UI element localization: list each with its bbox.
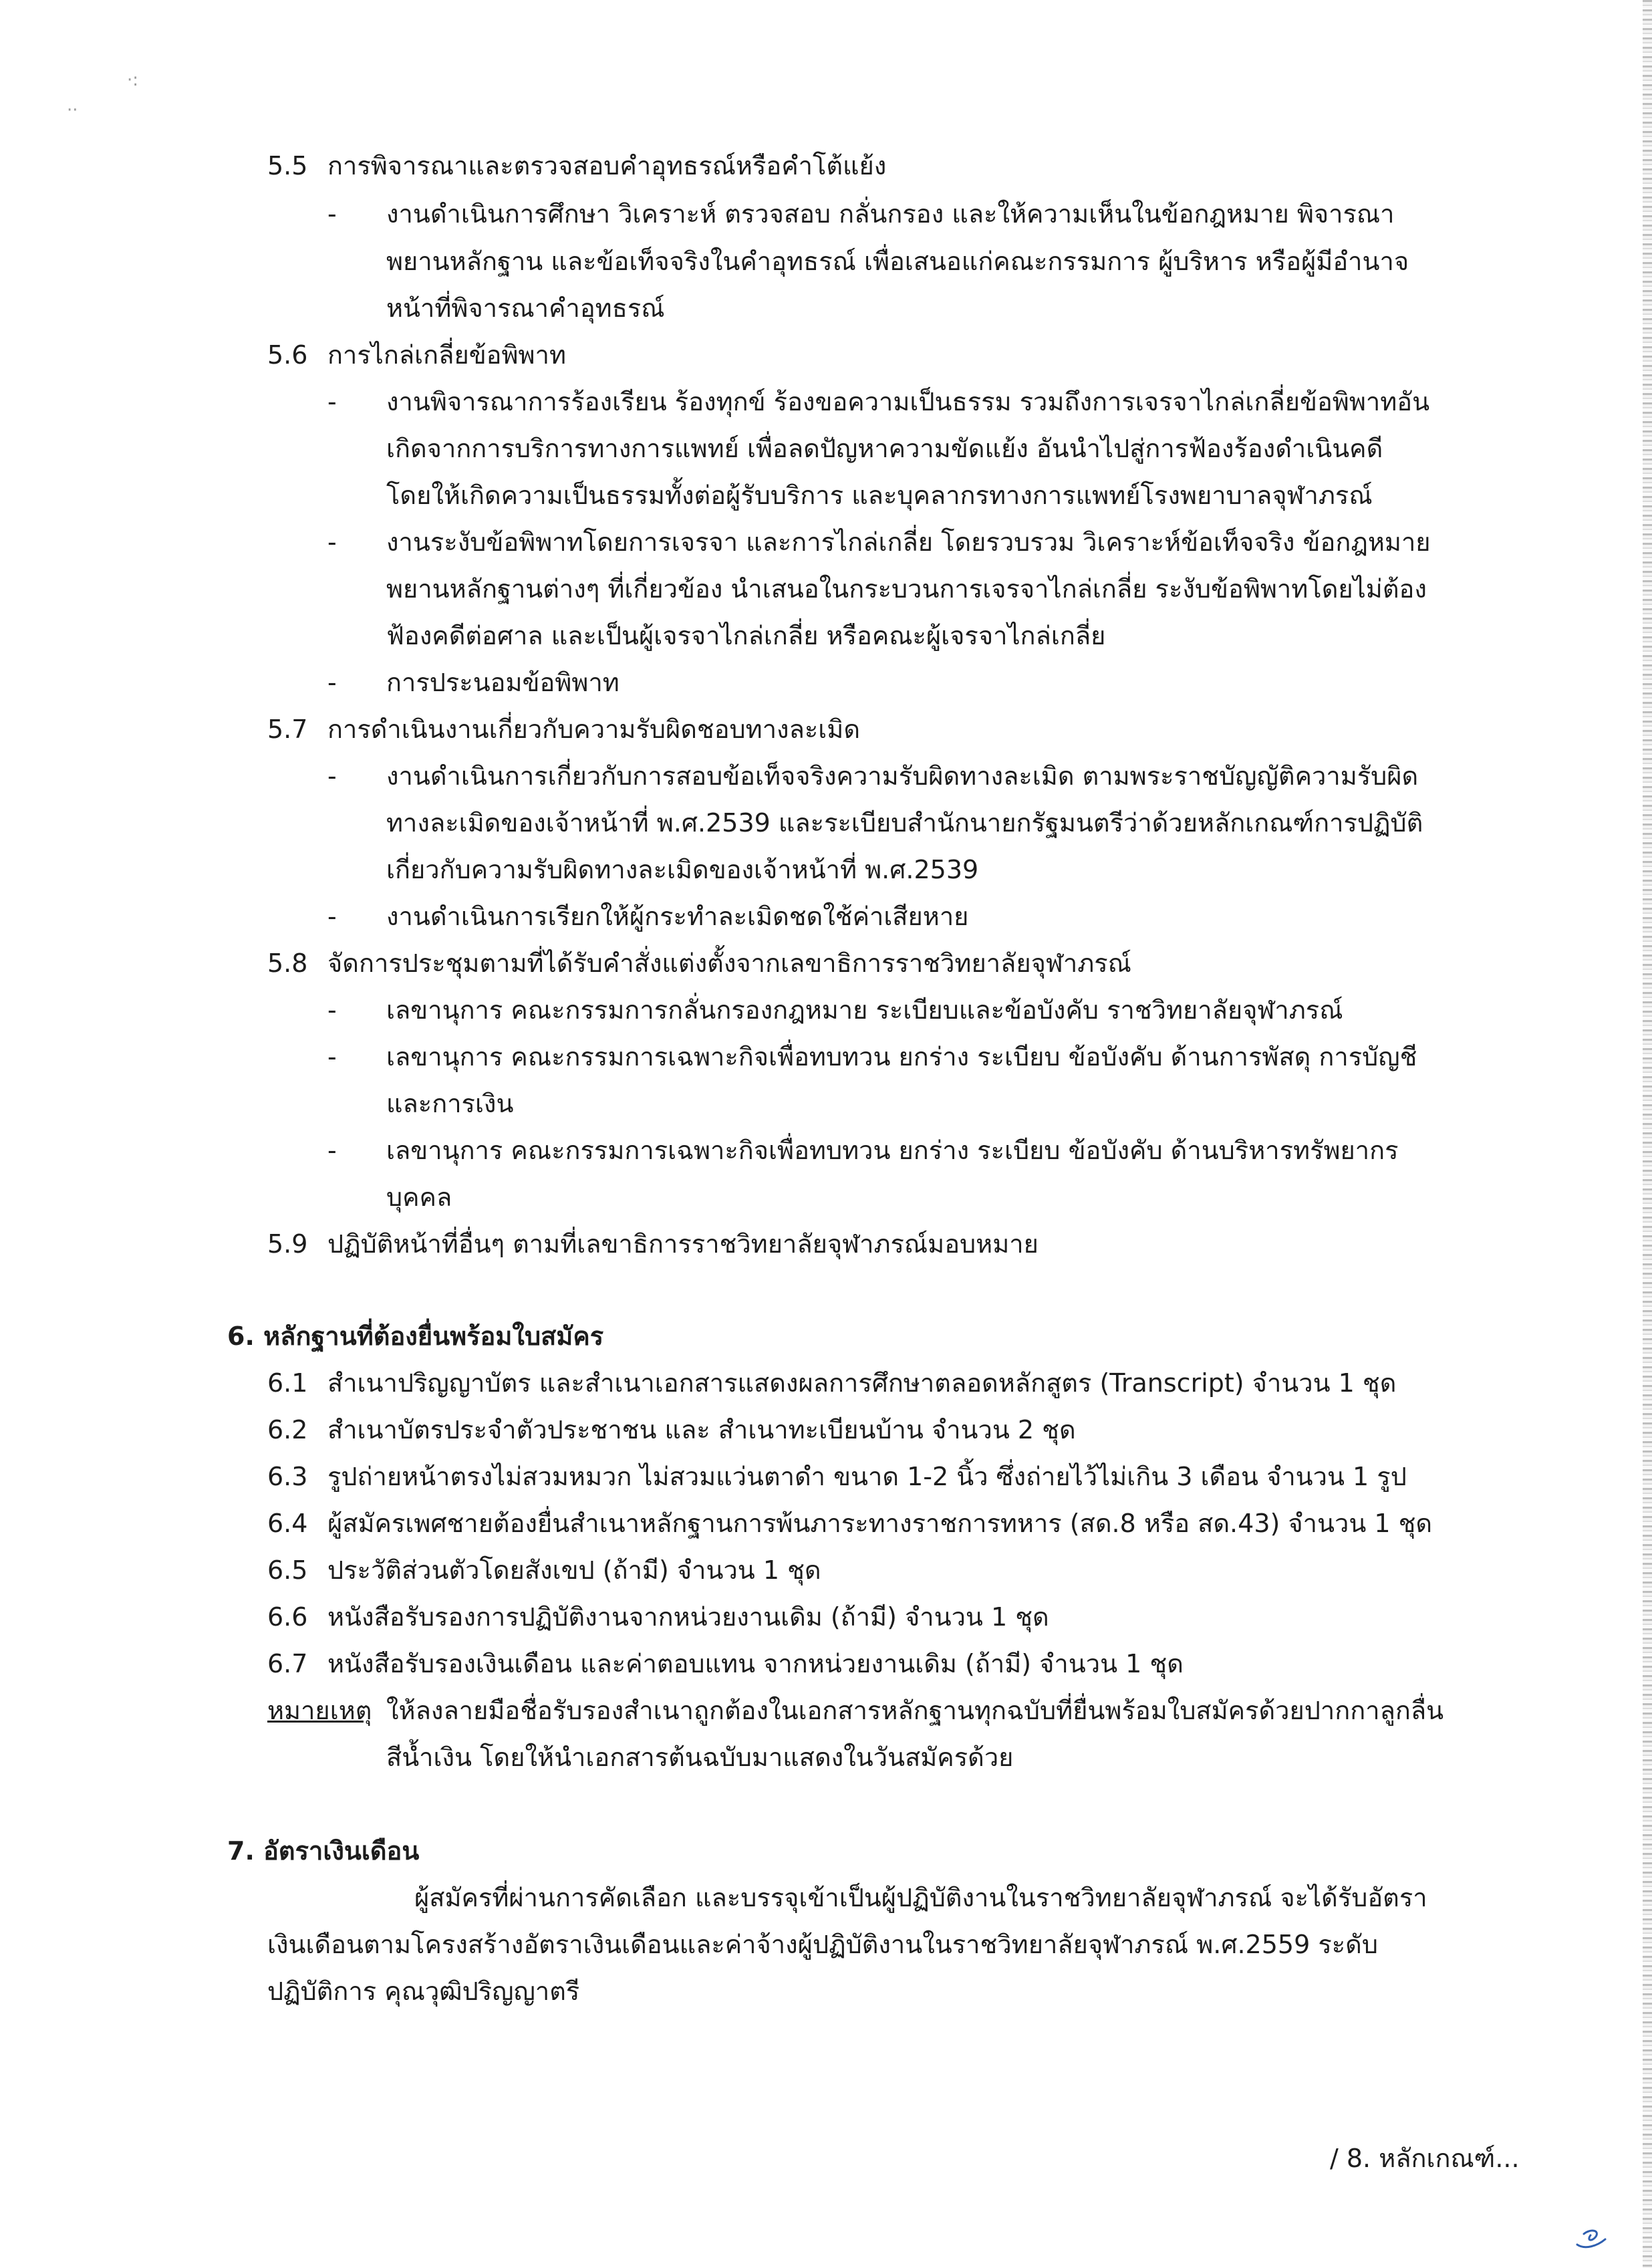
section-title: การดำเนินงานเกี่ยวกับความรับผิดชอบทางละเมิด xyxy=(327,715,861,744)
note-text: สีน้ำเงิน โดยให้นำเอกสารต้นฉบับมาแสดงในวันสมัครด้วย xyxy=(386,1743,1014,1772)
item-number: 6.6 xyxy=(267,1602,308,1632)
scan-speck: ·: xyxy=(127,70,139,90)
text-line: หน้าที่พิจารณาคำอุทธรณ์ xyxy=(386,293,665,323)
text-line: งานพิจารณาการร้องเรียน ร้องทุกข์ ร้องขอความเป็นธรรม รวมถึงการเจรจาไกล่เกลี่ยข้อพิพาทอัน xyxy=(386,387,1430,416)
paragraph-line: เงินเดือนตามโครงสร้างอัตราเงินเดือนและค่าจ้างผู้ปฏิบัติงานในราชวิทยาลัยจุฬาภรณ์ พ.ศ.2559 ระดับ xyxy=(267,1930,1378,1959)
bullet-dash: - xyxy=(327,668,337,697)
text-line: งานดำเนินการศึกษา วิเคราะห์ ตรวจสอบ กลั่นกรอง และให้ความเห็นในข้อกฎหมาย พิจารณา xyxy=(386,199,1395,229)
item-text: ประวัติส่วนตัวโดยสังเขป (ถ้ามี) จำนวน 1 ชุด xyxy=(327,1555,821,1585)
text-line: การประนอมข้อพิพาท xyxy=(386,668,620,697)
section-title: จัดการประชุมตามที่ได้รับคำสั่งแต่งตั้งจากเลขาธิการราชวิทยาลัยจุฬาภรณ์ xyxy=(327,949,1131,978)
text-line: โดยให้เกิดความเป็นธรรมทั้งต่อผู้รับบริการ และบุคลากรทางการแพทย์โรงพยาบาลจุฬาภรณ์ xyxy=(386,481,1373,510)
section-7-heading: 7. อัตราเงินเดือน xyxy=(227,1836,420,1866)
initials-signature xyxy=(1570,2219,1617,2253)
section-number: 5.8 xyxy=(267,949,308,978)
section-title: การไกล่เกลี่ยข้อพิพาท xyxy=(327,340,566,370)
scan-edge xyxy=(1643,0,1652,2268)
item-number: 6.7 xyxy=(267,1649,308,1678)
text-line: พยานหลักฐาน และข้อเท็จจริงในคำอุทธรณ์ เพื่อเสนอแก่คณะกรรมการ ผู้บริหาร หรือผู้มีอำนาจ xyxy=(386,247,1409,276)
text-line: และการเงิน xyxy=(386,1089,514,1118)
item-text: ผู้สมัครเพศชายต้องยื่นสำเนาหลักฐานการพ้นภาระทางราชการทหาร (สด.8 หรือ สด.43) จำนวน 1 ชุด xyxy=(327,1509,1433,1538)
bullet-dash: - xyxy=(327,527,337,557)
section-number: 5.9 xyxy=(267,1229,308,1259)
scan-speck: ·· xyxy=(67,100,78,120)
item-text: หนังสือรับรองเงินเดือน และค่าตอบแทน จากหน่วยงานเดิม (ถ้ามี) จำนวน 1 ชุด xyxy=(327,1649,1184,1678)
paragraph-line: ปฏิบัติการ คุณวุฒิปริญญาตรี xyxy=(267,1977,580,2006)
note-label: หมายเหตุ xyxy=(267,1696,372,1725)
text-line: เลขานุการ คณะกรรมการเฉพาะกิจเพื่อทบทวน ยกร่าง ระเบียบ ข้อบังคับ ด้านบริหารทรัพยากร xyxy=(386,1136,1399,1165)
item-text: รูปถ่ายหน้าตรงไม่สวมหมวก ไม่สวมแว่นตาดำ ขนาด 1-2 นิ้ว ซึ่งถ่ายไว้ไม่เกิน 3 เดือน จำนวน 1 รูป xyxy=(327,1462,1407,1491)
bullet-dash: - xyxy=(327,1136,337,1165)
bullet-dash: - xyxy=(327,1042,337,1072)
item-text: สำเนาบัตรประจำตัวประชาชน และ สำเนาทะเบียนบ้าน จำนวน 2 ชุด xyxy=(327,1415,1076,1444)
bullet-dash: - xyxy=(327,902,337,931)
item-number: 6.4 xyxy=(267,1509,308,1538)
continuation-marker: / 8. หลักเกณฑ์... xyxy=(1330,2144,1520,2173)
text-line: บุคคล xyxy=(386,1182,452,1212)
text-line: เลขานุการ คณะกรรมการกลั่นกรองกฎหมาย ระเบียบและข้อบังคับ ราชวิทยาลัยจุฬาภรณ์ xyxy=(386,995,1343,1025)
section-number: 5.7 xyxy=(267,715,308,744)
bullet-dash: - xyxy=(327,761,337,791)
text-line: ทางละเมิดของเจ้าหน้าที่ พ.ศ.2539 และระเบียบสำนักนายกรัฐมนตรีว่าด้วยหลักเกณฑ์การปฏิบัติ xyxy=(386,808,1423,838)
text-line: เลขานุการ คณะกรรมการเฉพาะกิจเพื่อทบทวน ยกร่าง ระเบียบ ข้อบังคับ ด้านการพัสดุ การบัญชี xyxy=(386,1042,1417,1072)
bullet-dash: - xyxy=(327,995,337,1025)
item-text: หนังสือรับรองการปฏิบัติงานจากหน่วยงานเดิม (ถ้ามี) จำนวน 1 ชุด xyxy=(327,1602,1049,1632)
section-6-heading: 6. หลักฐานที่ต้องยื่นพร้อมใบสมัคร xyxy=(227,1321,604,1351)
item-text: สำเนาปริญญาบัตร และสำเนาเอกสารแสดงผลการศึกษาตลอดหลักสูตร (Transcript) จำนวน 1 ชุด xyxy=(327,1368,1397,1398)
section-title: ปฏิบัติหน้าที่อื่นๆ ตามที่เลขาธิการราชวิทยาลัยจุฬาภรณ์มอบหมาย xyxy=(327,1229,1039,1259)
item-number: 6.3 xyxy=(267,1462,308,1491)
item-number: 6.2 xyxy=(267,1415,308,1444)
text-line: งานระงับข้อพิพาทโดยการเจรจา และการไกล่เกลี่ย โดยรวบรวม วิเคราะห์ข้อเท็จจริง ข้อกฎหมาย xyxy=(386,527,1431,557)
note-text: ให้ลงลายมือชื่อรับรองสำเนาถูกต้องในเอกสารหลักฐานทุกฉบับที่ยื่นพร้อมใบสมัครด้วยปากกาลูกลื่น xyxy=(386,1696,1444,1725)
paragraph-line: ผู้สมัครที่ผ่านการคัดเลือก และบรรจุเข้าเป็นผู้ปฏิบัติงานในราชวิทยาลัยจุฬาภรณ์ จะได้รับอัตรา xyxy=(414,1883,1427,1912)
bullet-dash: - xyxy=(327,387,337,416)
text-line: งานดำเนินการเกี่ยวกับการสอบข้อเท็จจริงความรับผิดทางละเมิด ตามพระราชบัญญัติความรับผิด xyxy=(386,761,1419,791)
item-number: 6.1 xyxy=(267,1368,308,1398)
section-number: 5.6 xyxy=(267,340,308,370)
item-number: 6.5 xyxy=(267,1555,308,1585)
text-line: พยานหลักฐานต่างๆ ที่เกี่ยวข้อง นำเสนอในกระบวนการเจรจาไกล่เกลี่ย ระงับข้อพิพาทโดยไม่ต้อง xyxy=(386,574,1427,604)
section-title: การพิจารณาและตรวจสอบคำอุทธรณ์หรือคำโต้แย้ง xyxy=(327,151,887,180)
text-line: งานดำเนินการเรียกให้ผู้กระทำละเมิดชดใช้ค่าเสียหาย xyxy=(386,902,969,931)
bullet-dash: - xyxy=(327,199,337,229)
text-line: เกิดจากการบริการทางการแพทย์ เพื่อลดปัญหาความขัดแย้ง อันนำไปสู่การฟ้องร้องดำเนินคดี xyxy=(386,434,1383,463)
section-number: 5.5 xyxy=(267,151,308,180)
text-line: เกี่ยวกับความรับผิดทางละเมิดของเจ้าหน้าที่ พ.ศ.2539 xyxy=(386,855,979,884)
text-line: ฟ้องคดีต่อศาล และเป็นผู้เจรจาไกล่เกลี่ย หรือคณะผู้เจรจาไกล่เกลี่ย xyxy=(386,621,1106,650)
